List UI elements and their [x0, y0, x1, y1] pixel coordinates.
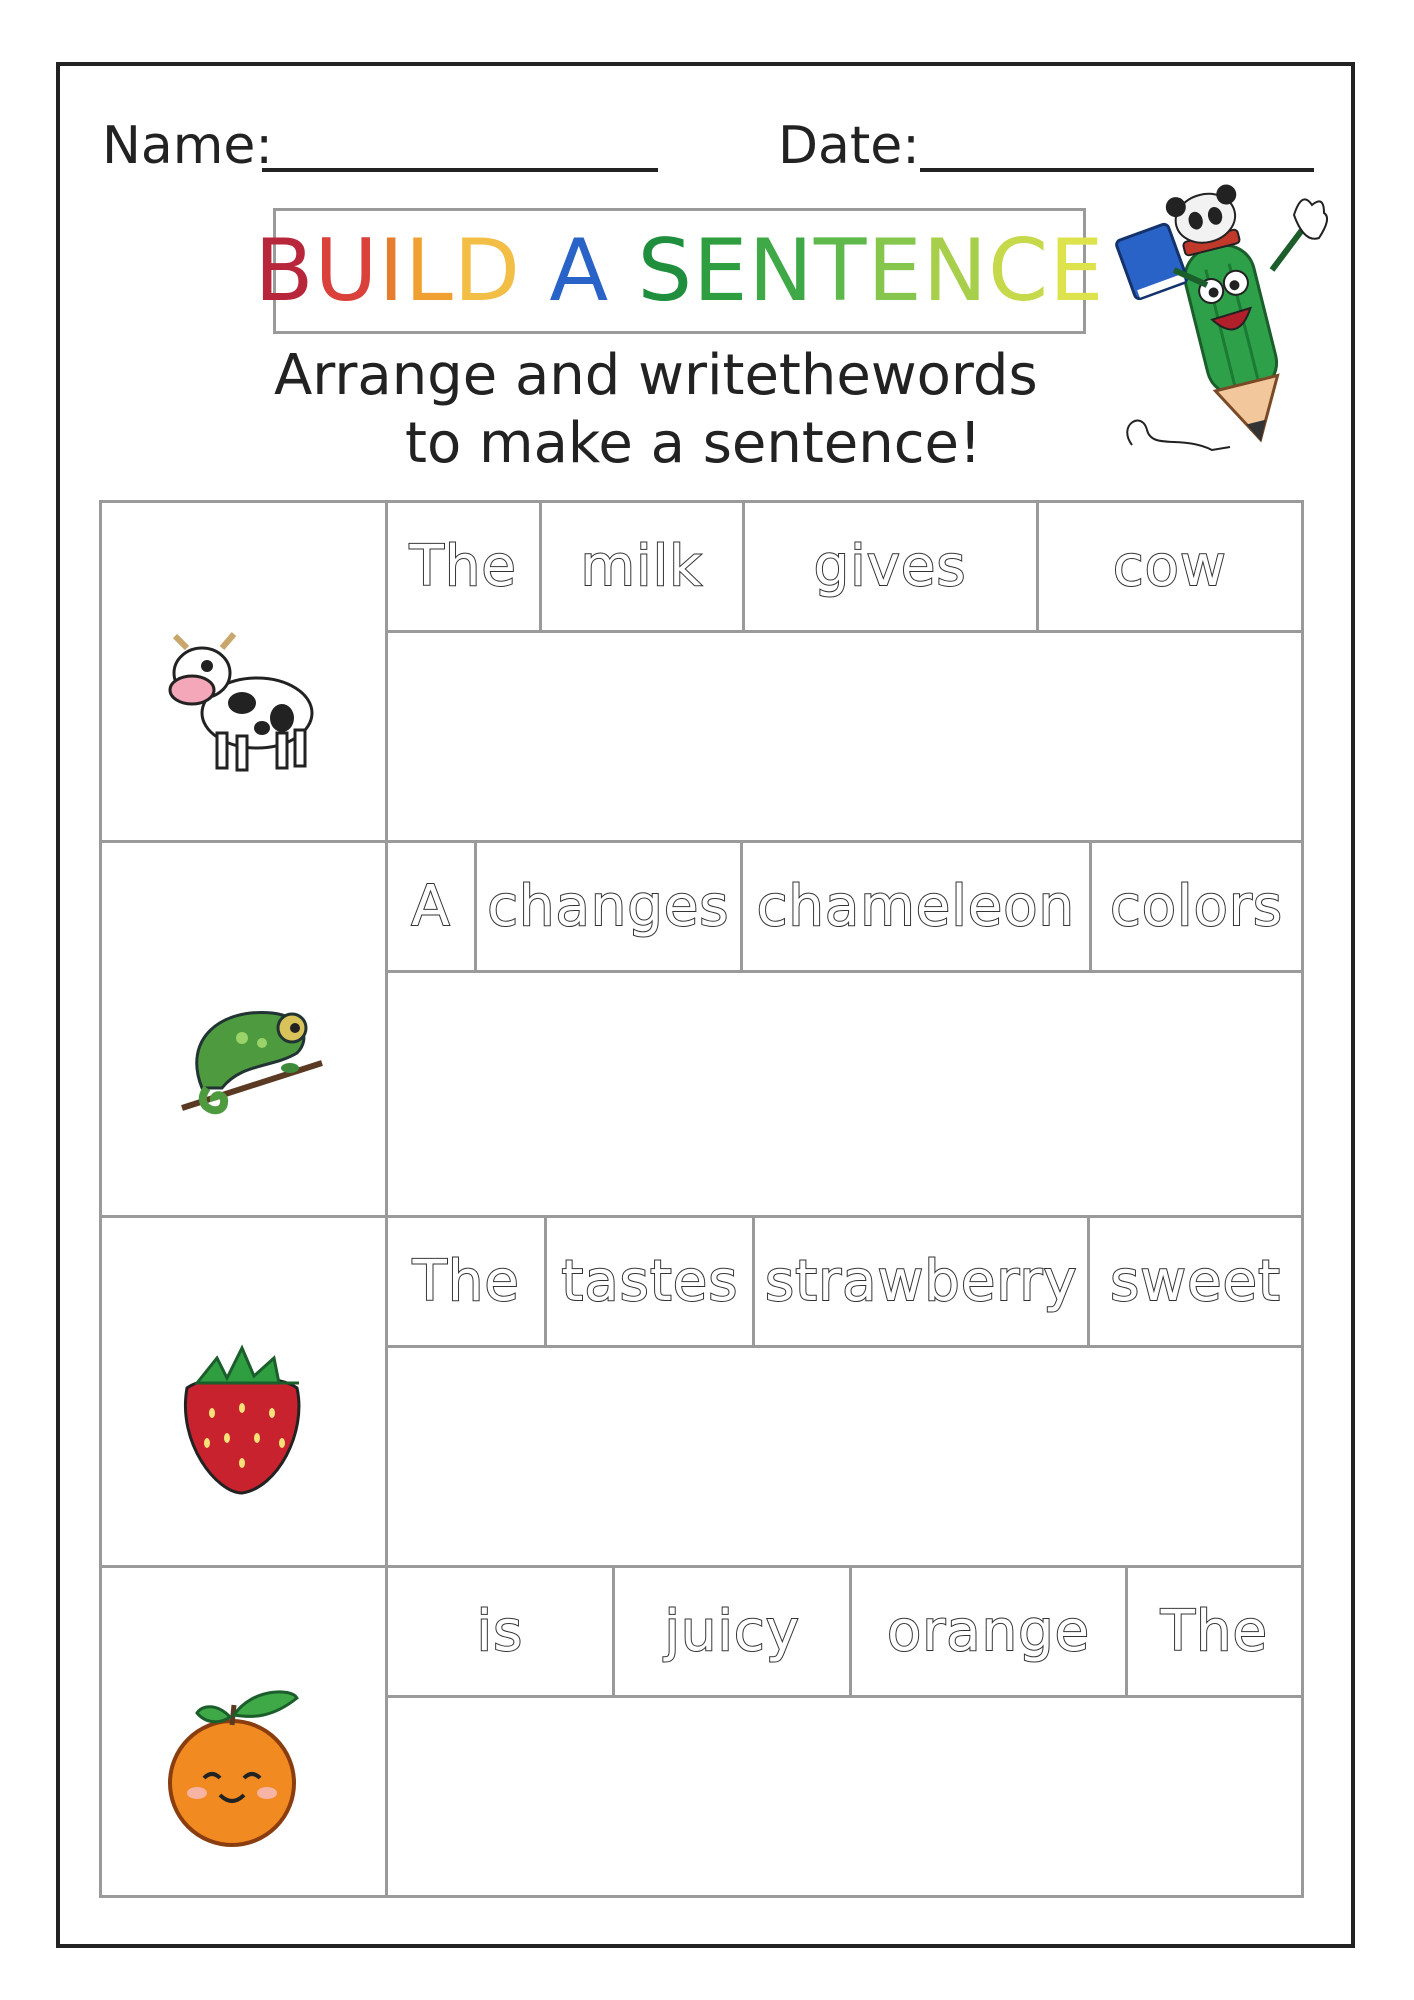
title-letter [609, 221, 637, 321]
word-card[interactable]: colors [1110, 874, 1284, 939]
title-letter: N [748, 221, 814, 321]
word-strip [388, 1218, 1301, 1348]
word-card[interactable]: sweet [1110, 1249, 1281, 1314]
word-card[interactable]: milk [542, 503, 745, 630]
title-letter: N [922, 221, 989, 321]
word-card[interactable]: cow [1112, 534, 1227, 599]
word-card[interactable]: gives [745, 503, 1039, 630]
title-letter: L [404, 221, 454, 321]
chameleon-icon [162, 968, 332, 1132]
word-strip [388, 843, 1301, 973]
title-letter: E [693, 221, 749, 321]
title-letter: A [549, 221, 610, 321]
word-strip [388, 1568, 1301, 1698]
sentence-answer-area[interactable] [388, 633, 1301, 843]
word-card[interactable]: strawberry [755, 1218, 1090, 1345]
word-card[interactable]: The [388, 1218, 547, 1345]
word-card[interactable]: is [388, 1568, 615, 1695]
strawberry-icon [167, 1333, 317, 1507]
worksheet-title [254, 221, 1105, 321]
title-letter [521, 221, 549, 321]
chameleon-picture-cell [102, 843, 388, 1218]
title-box [254, 208, 1105, 334]
exercise-row [102, 843, 1301, 1218]
word-card[interactable]: tastes [547, 1218, 755, 1345]
sentence-grid [99, 500, 1304, 1898]
exercise-row [102, 503, 1301, 843]
title-letter: I [378, 221, 405, 321]
title-letter: T [813, 221, 868, 321]
instruction-line-2: to make a sentence! [405, 411, 982, 476]
sentence-answer-area[interactable] [388, 973, 1301, 1218]
word-card[interactable]: A [388, 843, 477, 970]
date-label: Date: [778, 116, 920, 176]
sentence-answer-area[interactable] [388, 1698, 1301, 1895]
cow-icon [157, 618, 327, 792]
pencil-mascot-illustration [1112, 175, 1332, 475]
word-strip [388, 503, 1301, 633]
orange-picture-cell [102, 1568, 388, 1895]
sentence-answer-area[interactable] [388, 1348, 1301, 1568]
word-card[interactable]: orange [852, 1568, 1127, 1695]
title-letter: D [453, 221, 522, 321]
date-blank-line[interactable] [920, 168, 1314, 172]
title-letter: E [867, 221, 923, 321]
title-letter: U [314, 221, 379, 321]
title-letter: B [254, 221, 315, 321]
title-letter: E [1049, 221, 1105, 321]
word-card[interactable]: The [1160, 1599, 1268, 1664]
exercise-row [102, 1218, 1301, 1568]
cow-picture-cell [102, 503, 388, 843]
title-letter: C [988, 221, 1050, 321]
word-card[interactable]: The [388, 503, 542, 630]
name-label: Name: [102, 116, 273, 176]
word-card[interactable]: chameleon [743, 843, 1093, 970]
title-letter: S [637, 221, 694, 321]
exercise-row [102, 1568, 1301, 1895]
name-blank-line[interactable] [262, 168, 658, 172]
strawberry-picture-cell [102, 1218, 388, 1568]
word-card[interactable]: changes [477, 843, 742, 970]
orange-icon [162, 1683, 312, 1857]
instruction-line-1: Arrange and writethewords [274, 343, 1038, 408]
word-card[interactable]: juicy [615, 1568, 853, 1695]
